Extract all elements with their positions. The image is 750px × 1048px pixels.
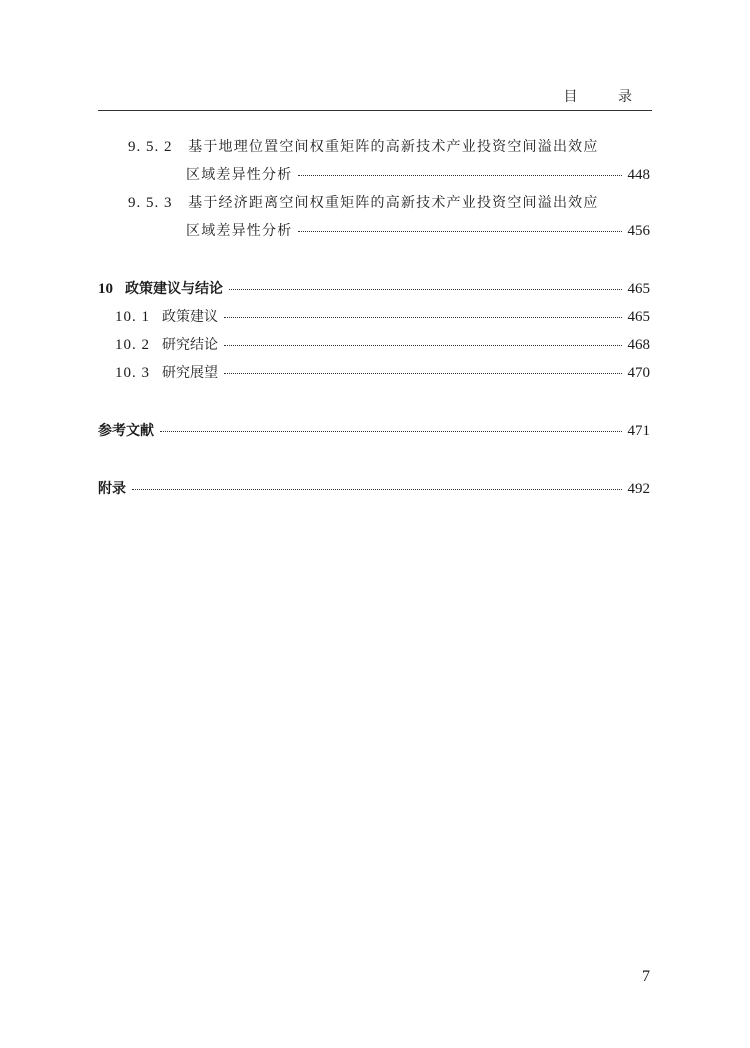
toc-title: 基于地理位置空间权重矩阵的高新技术产业投资空间溢出效应: [188, 139, 599, 155]
header-rule: [98, 110, 652, 111]
toc-title: 政策建议与结论: [125, 281, 223, 297]
toc-leader-dots: [224, 345, 622, 346]
toc-entry-10-3[interactable]: [115, 362, 650, 382]
toc-entry-appendix[interactable]: [98, 478, 650, 498]
toc-entry-9-5-2-line2[interactable]: [186, 164, 650, 184]
toc-leader-dots: [224, 317, 622, 318]
toc-number: 10. 1: [115, 309, 150, 325]
toc-page: 492: [627, 481, 650, 497]
toc-page: 465: [627, 281, 650, 297]
toc-title-cont: 区域差异性分析: [186, 223, 293, 239]
toc-number: 10. 2: [115, 337, 150, 353]
toc-leader-dots: [229, 289, 622, 290]
toc-leader-dots: [224, 373, 622, 374]
toc-number: 10. 3: [115, 365, 150, 381]
toc-title: 研究展望: [162, 365, 218, 381]
toc-number: 9. 5. 3: [128, 195, 173, 211]
toc-title: 政策建议: [162, 309, 218, 325]
toc-entry-chapter-10[interactable]: [98, 278, 650, 298]
toc-page: 448: [627, 167, 650, 183]
toc-entry-references[interactable]: [98, 420, 650, 440]
toc-page: 470: [627, 365, 650, 381]
toc-entry-10-1[interactable]: [115, 306, 650, 326]
toc-title: 基于经济距离空间权重矩阵的高新技术产业投资空间溢出效应: [188, 195, 599, 211]
toc-page: 465: [627, 309, 650, 325]
toc-leader-dots: [298, 175, 621, 176]
toc-leader-dots: [132, 489, 622, 490]
toc-title: 研究结论: [162, 337, 218, 353]
toc-title: 附录: [98, 481, 126, 497]
toc-entry-9-5-3-line1[interactable]: [128, 192, 599, 212]
toc-number: 9. 5. 2: [128, 139, 173, 155]
toc-entry-9-5-2-line1[interactable]: [128, 136, 599, 156]
toc-page: 456: [627, 223, 650, 239]
toc-entry-9-5-3-line2[interactable]: [186, 220, 650, 240]
toc-entry-10-2[interactable]: [115, 334, 650, 354]
toc-leader-dots: [298, 231, 621, 232]
page-number: 7: [642, 968, 650, 985]
toc-page: 468: [627, 337, 650, 353]
toc-number: 10: [98, 281, 113, 297]
running-header: 目 录: [563, 89, 650, 105]
toc-leader-dots: [160, 431, 622, 432]
toc-page: 471: [627, 423, 650, 439]
toc-title-cont: 区域差异性分析: [186, 167, 293, 183]
toc-title: 参考文献: [98, 423, 154, 439]
